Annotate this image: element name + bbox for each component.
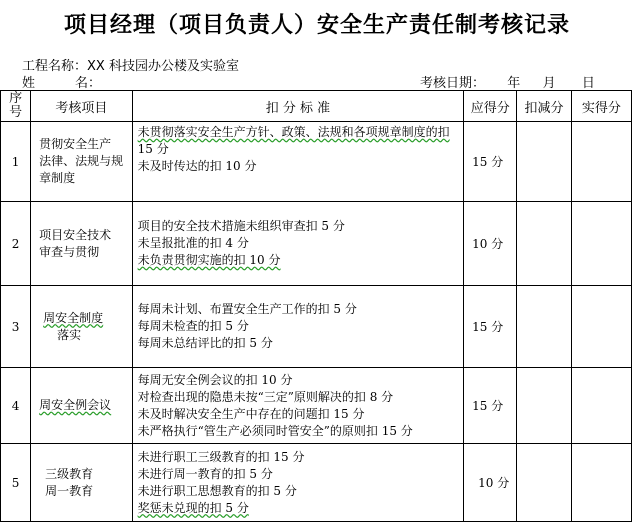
table-header-row [1,91,632,122]
row-actual[interactable] [571,368,631,444]
name-label-second: 名： [75,76,102,91]
header-no: 序 号 [1,91,31,122]
date-label: 考核日期： [420,76,486,91]
table-row [1,368,632,444]
header-actual: 实得分 [571,91,631,122]
date-day: 日 [581,76,595,91]
row-deducted[interactable] [517,444,571,522]
assessment-table [0,90,632,522]
row-no: 5 [1,444,31,522]
header-points: 应得分 [464,91,517,122]
row-criteria: 未进行职工三级教育的扣 15 分 未进行周一教育的扣 5 分 未进行职工思想教育的扣 5 分 奖惩未兑现的扣 5 分 [132,444,464,522]
name-line [22,72,101,91]
table-row [1,122,632,202]
project-label: 工程名称： [22,59,88,74]
table-row [1,286,632,368]
page-title: 项目经理（项目负责人）安全生产责任制考核记录 [63,13,570,38]
table-row [1,202,632,286]
date-year: 年 [507,76,521,91]
row-criteria: 项目的安全技术措施未组织审查扣 5 分 未呈报批准的扣 4 分 未负责贯彻实施的扣 10 分 [132,202,464,286]
row-deducted[interactable] [517,202,571,286]
row-actual[interactable] [571,444,631,522]
row-item: 周安全例会议 [31,368,132,444]
row-points: 15 分 [464,286,517,368]
row-item: 项目安全技术 审查与贯彻 [31,202,132,286]
table-row [1,444,632,522]
project-value: XX 科技园办公楼及实验室 [87,59,239,74]
row-item: 周安全制度 落实 [31,286,132,368]
header-criteria: 扣 分 标 准 [132,91,464,122]
row-points: 10 分 [464,444,517,522]
row-actual[interactable] [571,122,631,202]
row-criteria: 每周未计划、布置安全生产工作的扣 5 分 每周未检查的扣 5 分 每周未总结评比的扣 5 分 [132,286,464,368]
row-actual[interactable] [571,286,631,368]
row-points: 10 分 [464,202,517,286]
row-deducted[interactable] [517,122,571,202]
row-no: 2 [1,202,31,286]
row-points: 15 分 [464,122,517,202]
header-item: 考核项目 [31,91,132,122]
row-no: 1 [1,122,31,202]
row-item: 三级教育 周一教育 [31,444,132,522]
date-month: 月 [542,76,556,91]
row-item: 贯彻安全生产 法律、法规与规 章制度 [31,122,132,202]
date-line [420,72,595,91]
row-actual[interactable] [571,202,631,286]
row-points: 15 分 [464,368,517,444]
row-no: 3 [1,286,31,368]
row-criteria: 未贯彻落实安全生产方针、政策、法规和各项规章制度的扣 15 分 未及时传达的扣 10 分 [132,122,464,202]
row-deducted[interactable] [517,286,571,368]
header-deducted: 扣减分 [517,91,571,122]
row-deducted[interactable] [517,368,571,444]
row-criteria: 每周无安全例会议的扣 10 分 对检查出现的隐患未按“三定”原则解决的扣 8 分 未及时解决安全生产中存在的问题扣 15 分 未严格执行“管生产必须同时管安全”的原则扣 15 分 [132,368,464,444]
row-no: 4 [1,368,31,444]
name-label-first: 姓 [22,76,36,91]
